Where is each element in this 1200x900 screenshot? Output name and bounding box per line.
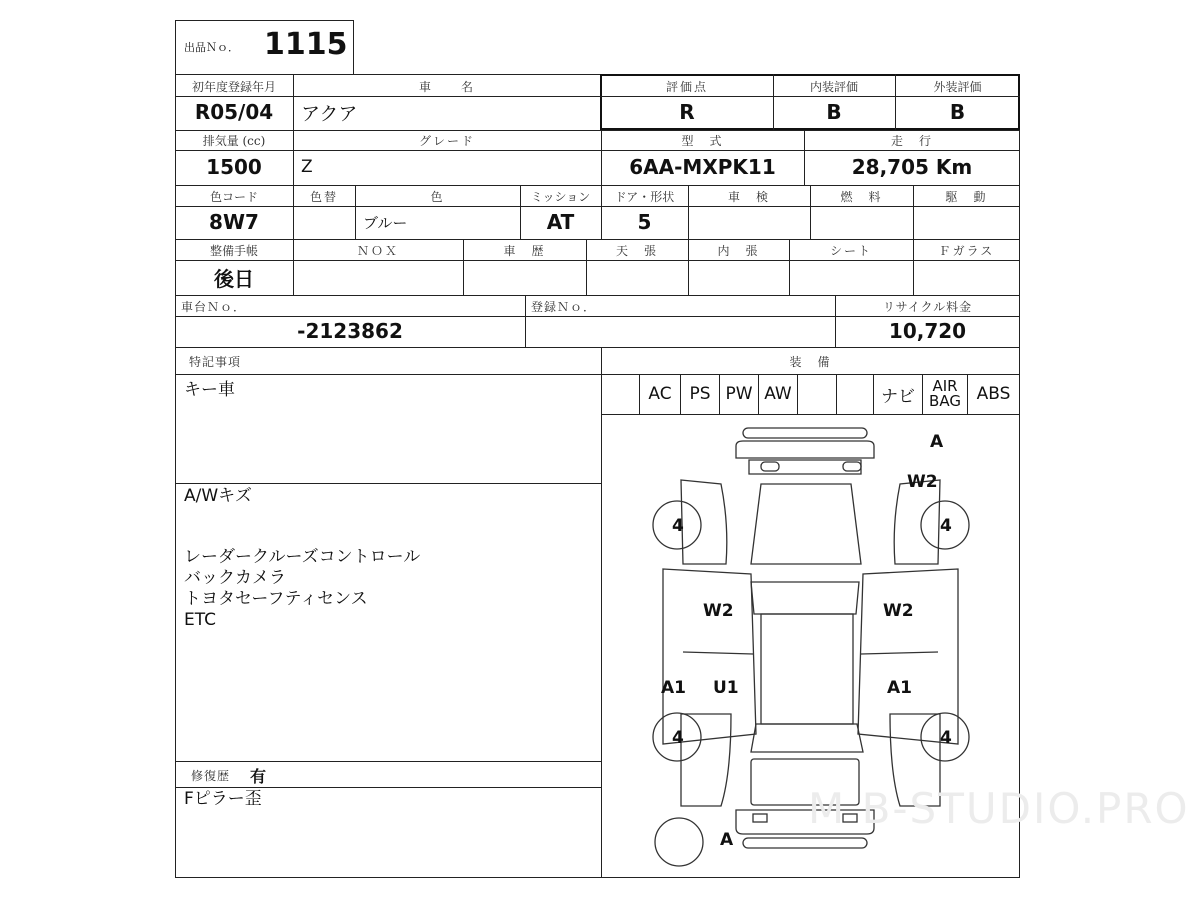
damage-right-door-front: W2 xyxy=(883,601,914,621)
damage-front-right: W2 xyxy=(907,472,938,492)
rule xyxy=(175,239,1020,240)
equipment-pw: PW xyxy=(720,374,759,414)
score-box xyxy=(600,74,1020,130)
left-rear-fender xyxy=(681,714,731,806)
recycle-fee-value: 10,720 xyxy=(888,319,967,343)
grade-value: Z xyxy=(301,157,313,177)
rule xyxy=(175,787,601,788)
rule xyxy=(688,185,689,239)
exterior-score-value: B xyxy=(949,100,966,124)
rule xyxy=(913,239,914,295)
score-label: 評価点 xyxy=(665,79,708,94)
displacement-value: 1500 xyxy=(206,155,262,179)
rule xyxy=(810,185,811,239)
damage-note-line: A/Wキズ xyxy=(184,486,252,506)
front-bumper-strip xyxy=(743,428,867,438)
inspection-label: 車 検 xyxy=(727,189,770,204)
mission-value: AT xyxy=(546,210,575,234)
reg-date-label: 初年度登録年月 xyxy=(191,79,276,94)
equipment-navi: ナビ xyxy=(874,374,923,414)
damage-left-door-rear: U1 xyxy=(713,678,739,698)
lot-label: 出品Ｎｏ． xyxy=(184,41,239,54)
front-bumper xyxy=(736,441,874,458)
rule xyxy=(175,761,601,762)
score-value: R xyxy=(679,100,695,124)
rule xyxy=(355,185,356,239)
left-side-panel xyxy=(663,569,756,744)
grade-label: グレード xyxy=(418,133,475,148)
rule xyxy=(773,74,774,130)
front-lamp-right xyxy=(843,462,861,471)
rule xyxy=(175,483,601,484)
rule xyxy=(293,185,294,239)
rule xyxy=(175,316,1020,317)
rule xyxy=(175,185,1020,186)
damage-tire-front-left: 4 xyxy=(672,516,684,536)
rule xyxy=(293,239,294,295)
option-line-2: バックカメラ xyxy=(184,568,286,588)
reg-date-value: R05/04 xyxy=(194,100,274,124)
rule xyxy=(688,239,689,295)
rule xyxy=(601,130,602,185)
rule xyxy=(895,74,896,130)
equipment-aw: AW xyxy=(759,374,798,414)
exterior-score-label: 外装評価 xyxy=(933,79,982,94)
rule xyxy=(175,347,1020,348)
roof-lining-label: 天 張 xyxy=(615,243,658,258)
special-notes-line: キー車 xyxy=(184,380,235,400)
damage-tire-rear-left: 4 xyxy=(672,728,684,748)
recycle-fee-label: リサイクル料金 xyxy=(882,299,973,314)
doors-label: ドア・形状 xyxy=(614,189,675,204)
equipment-row xyxy=(601,374,1020,414)
damage-left-rocker: A1 xyxy=(661,678,686,698)
displacement-label: 排気量 (cc) xyxy=(202,133,266,148)
car-history-label: 車 歴 xyxy=(503,243,546,258)
drive-value xyxy=(913,206,1020,238)
special-notes-label: 特記事項 xyxy=(189,354,242,369)
right-front-fender xyxy=(894,480,940,564)
repaint-value xyxy=(293,206,355,238)
rear-bumper-strip xyxy=(743,838,867,848)
windshield xyxy=(751,582,859,614)
left-door-split xyxy=(683,652,753,654)
car-name-value: アクア xyxy=(301,102,358,125)
seat-label: シート xyxy=(829,243,872,258)
chassis-no-value: -2123862 xyxy=(297,319,403,343)
hood xyxy=(751,484,861,564)
fuel-label: 燃 料 xyxy=(840,189,883,204)
equipment-cell-blank xyxy=(837,374,874,414)
lot-box xyxy=(175,20,354,75)
model-label: 型 式 xyxy=(681,133,724,148)
mission-label: ミッション xyxy=(530,189,591,204)
color-code-value: 8W7 xyxy=(209,210,259,234)
rule xyxy=(913,185,914,239)
rule xyxy=(175,96,1020,97)
equipment-ps: PS xyxy=(681,374,720,414)
nox-label: ＮＯＸ xyxy=(356,243,399,258)
equipment-ac: AC xyxy=(640,374,681,414)
equipment-airbag: AIR BAG xyxy=(923,374,968,414)
drive-label: 駆 動 xyxy=(945,189,988,204)
right-side-panel xyxy=(858,569,958,744)
inner-lining-label: 内 張 xyxy=(717,243,760,258)
option-line-3: トヨタセーフティセンス xyxy=(184,589,368,609)
damage-right-rocker: A1 xyxy=(887,678,912,698)
doors-value: 5 xyxy=(637,210,652,234)
color-code-label: 色コード xyxy=(209,189,258,204)
chassis-no-label: 車台Ｎｏ． xyxy=(181,299,247,314)
left-front-fender xyxy=(681,480,727,564)
mileage-value: 28,705 Km xyxy=(851,155,973,179)
interior-score-value: B xyxy=(826,100,842,124)
repair-history-value: 有 xyxy=(250,767,267,786)
front-lamp-left xyxy=(761,462,779,471)
rule xyxy=(520,185,521,239)
color-label: 色 xyxy=(430,189,445,204)
equipment-label: 装 備 xyxy=(789,354,832,369)
rear-glass xyxy=(751,724,863,752)
spare-tire xyxy=(655,818,703,866)
rule xyxy=(525,295,526,347)
equipment-cell-blank xyxy=(798,374,837,414)
service-book-label: 整備手帳 xyxy=(209,243,258,258)
interior-score-label: 内装評価 xyxy=(809,79,858,94)
car-name-label: 車 名 xyxy=(418,79,475,94)
mileage-label: 走 行 xyxy=(890,133,933,148)
rule xyxy=(293,130,294,185)
option-line-4: ETC xyxy=(184,610,216,630)
rule xyxy=(175,260,1020,261)
rule xyxy=(175,130,1020,131)
roof xyxy=(761,614,853,724)
rule xyxy=(601,185,602,239)
damage-front: A xyxy=(930,432,944,452)
damage-left-door-front: W2 xyxy=(703,601,734,621)
front-glass-label: Ｆガラス xyxy=(938,243,995,258)
lot-number: 1115 xyxy=(264,27,348,62)
rule xyxy=(789,239,790,295)
equipment-abs: ABS xyxy=(976,384,1011,404)
rule xyxy=(463,239,464,295)
rule xyxy=(175,374,601,375)
rear-lamp-left xyxy=(753,814,767,822)
color-value: ブルー xyxy=(363,213,408,232)
inspection-value xyxy=(688,206,810,238)
service-book-value: 後日 xyxy=(214,266,254,291)
option-line-1: レーダークルーズコントロール xyxy=(184,547,421,567)
registration-no-label: 登録Ｎｏ． xyxy=(531,299,597,314)
rule xyxy=(175,295,1020,296)
registration-no-value xyxy=(525,316,835,346)
rule xyxy=(175,150,1020,151)
rule xyxy=(804,130,805,185)
repair-history-label: 修復歴 xyxy=(191,768,231,783)
rule xyxy=(835,295,836,347)
rule xyxy=(586,239,587,295)
repaint-label: 色替 xyxy=(309,189,338,204)
damage-rear: A xyxy=(720,830,734,850)
damage-tire-front-right: 4 xyxy=(940,516,952,536)
fuel-value xyxy=(810,206,913,238)
equipment-cell-blank xyxy=(601,374,640,414)
repair-note-line: Fピラー歪 xyxy=(184,789,262,809)
watermark: M B-STUDIO.PRO xyxy=(808,784,1190,833)
right-door-split xyxy=(861,652,938,654)
damage-tire-rear-right: 4 xyxy=(940,728,952,748)
model-value: 6AA-MXPK11 xyxy=(629,155,776,179)
rule xyxy=(293,74,294,130)
rule xyxy=(175,206,1020,207)
